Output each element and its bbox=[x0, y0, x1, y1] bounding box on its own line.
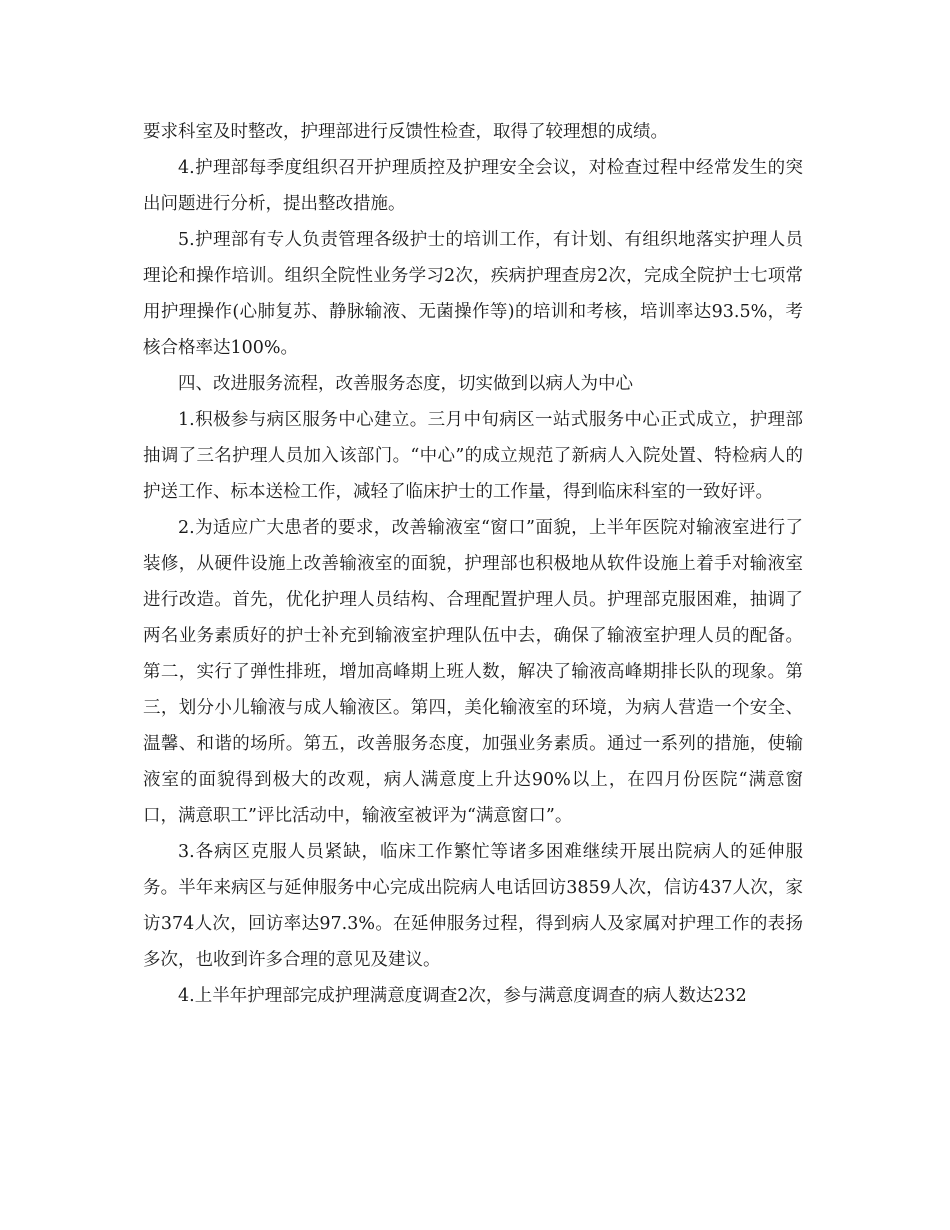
paragraph-item-4-satisfaction-survey: 4.上半年护理部完成护理满意度调查2次，参与满意度调查的病人数达232 bbox=[178, 986, 747, 1006]
paragraph-item-1-service-center: 1.积极参与病区服务中心建立。三月中旬病区一站式服务中心正式成立，护理部抽调了三名护理人员加入该部门。“中心”的成立规范了新病人入院处置、特检病人的护送工作、标本送检工作，减轻了临床护士的工作量，得到临床科室的一致好评。 bbox=[143, 410, 803, 502]
document-body bbox=[143, 114, 803, 1014]
section-heading-service-process: 四、改进服务流程，改善服务态度，切实做到以病人为中心 bbox=[178, 374, 633, 394]
paragraph-item-5-training: 5.护理部有专人负责管理各级护士的培训工作，有计划、有组织地落实护理人员理论和操作培训。组织全院性业务学习2次，疾病护理查房2次，完成全院护士七项常用护理操作(心肺复苏、静脉输液、无菌操作等)的培训和考核，培训率达93.5%，考核合格率达100%。 bbox=[143, 230, 803, 358]
paragraph-item-4-quality-meeting: 4.护理部每季度组织召开护理质控及护理安全会议，对检查过程中经常发生的突出问题进行分析，提出整改措施。 bbox=[143, 158, 803, 214]
paragraph-continuation: 要求科室及时整改，护理部进行反馈性检查，取得了较理想的成绩。 bbox=[143, 122, 668, 142]
paragraph-item-3-extended-service: 3.各病区克服人员紧缺，临床工作繁忙等诸多困难继续开展出院病人的延伸服务。半年来病区与延伸服务中心完成出院病人电话回访3859人次，信访437人次，家访374人次，回访率达97.3%。在延伸服务过程，得到病人及家属对护理工作的表扬多次，也收到许多合理的意见及建议。 bbox=[143, 842, 803, 970]
paragraph-item-2-infusion-room: 2.为适应广大患者的要求，改善输液室“窗口”面貌，上半年医院对输液室进行了装修，从硬件设施上改善输液室的面貌，护理部也积极地从软件设施上着手对输液室进行改造。首先，优化护理人员结构、合理配置护理人员。护理部克服困难，抽调了两名业务素质好的护士补充到输液室护理队伍中去，确保了输液室护理人员的配备。第二，实行了弹性排班，增加高峰期上班人数，解决了输液高峰期排长队的现象。第三，划分小儿输液与成人输液区。第四，美化输液室的环境，为病人营造一个安全、温馨、和谐的场所。第五，改善服务态度，加强业务素质。通过一系列的措施，使输液室的面貌得到极大的改观，病人满意度上升达90%以上，在四月份医院“满意窗口，满意职工”评比活动中，输液室被评为“满意窗口”。 bbox=[143, 518, 803, 826]
